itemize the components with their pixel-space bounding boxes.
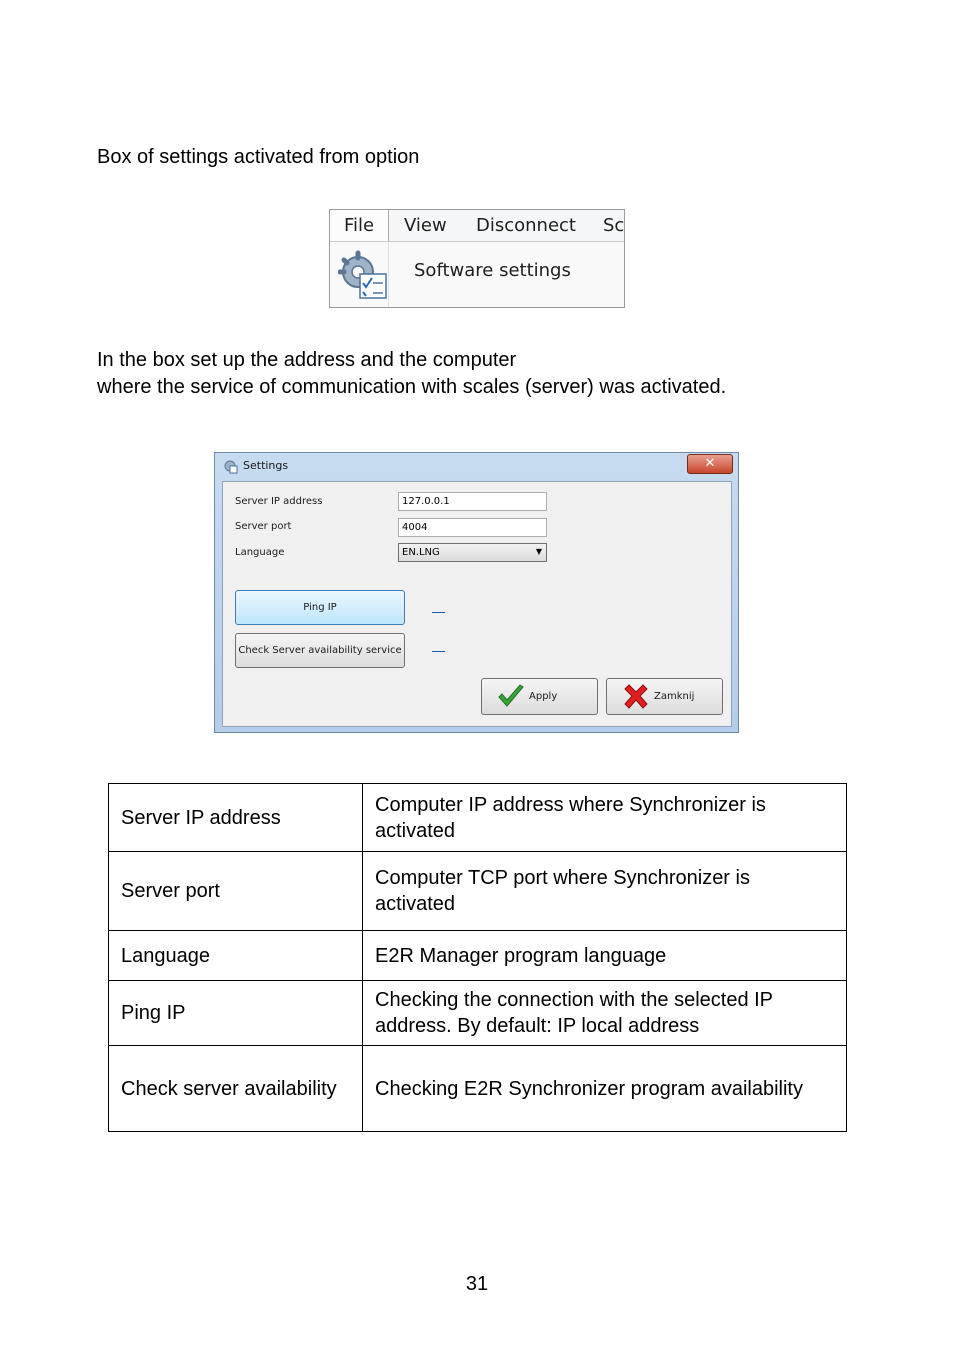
language-select[interactable] — [398, 543, 547, 562]
table-row — [109, 784, 847, 852]
settings-description-table — [108, 783, 847, 1132]
apply-label: Apply — [529, 691, 558, 702]
ping-status-indicator — [432, 612, 445, 613]
settings-dialog — [214, 452, 739, 733]
menu-file[interactable]: File — [330, 210, 389, 241]
table-term: Server IP address — [109, 784, 363, 852]
settings-title-icon — [224, 460, 238, 474]
table-desc: Computer TCP port where Synchronizer is activated — [363, 852, 847, 931]
table-row — [109, 852, 847, 931]
page-number: 31 — [465, 1273, 489, 1295]
apply-button[interactable] — [481, 678, 598, 715]
checkmark-icon — [496, 682, 526, 712]
explanation-line-1: In the box set up the address and the computer — [97, 349, 517, 371]
server-ip-label: Server IP address — [235, 496, 323, 507]
dialog-title: Settings — [243, 459, 289, 472]
menu-bar — [330, 210, 624, 241]
table-desc: Computer IP address where Synchronizer is activated — [363, 784, 847, 852]
table-row — [109, 1046, 847, 1132]
menu-view[interactable]: View — [404, 215, 447, 236]
menu-screenshot — [329, 209, 625, 308]
table-desc: Checking the connection with the selected IP address. By default: IP local address — [363, 981, 847, 1046]
check-status-indicator — [432, 651, 445, 652]
table-term: Server port — [109, 852, 363, 931]
table-desc: E2R Manager program language — [363, 931, 847, 981]
menu-sc[interactable]: Sc — [603, 215, 625, 236]
intro-text: Box of settings activated from option — [97, 146, 420, 168]
settings-gear-icon — [338, 250, 390, 302]
check-server-button[interactable]: Check Server availability service — [235, 633, 405, 668]
software-settings-item[interactable]: Software settings — [414, 260, 571, 281]
menu-disconnect[interactable]: Disconnect — [476, 215, 576, 236]
chevron-down-icon: ▼ — [535, 547, 542, 556]
language-select-value: EN.LNG — [402, 547, 440, 558]
table-term: Ping IP — [109, 981, 363, 1046]
table-term: Language — [109, 931, 363, 981]
table-row — [109, 931, 847, 981]
red-x-icon — [621, 682, 651, 712]
zamknij-label: Zamknij — [654, 691, 695, 702]
server-ip-input[interactable]: 127.0.0.1 — [398, 492, 547, 511]
dialog-client-area — [222, 481, 732, 727]
table-term: Check server availability — [109, 1046, 363, 1132]
zamknij-button[interactable] — [606, 678, 723, 715]
table-desc: Checking E2R Synchronizer program availability — [363, 1046, 847, 1132]
explanation-line-2: where the service of communication with scales (server) was activated. — [97, 376, 727, 398]
dialog-close-button[interactable]: ✕ — [687, 454, 733, 474]
ping-ip-button[interactable]: Ping IP — [235, 590, 405, 625]
file-dropdown — [330, 241, 624, 308]
explanation-text — [97, 347, 726, 401]
server-port-label: Server port — [235, 521, 292, 532]
table-row — [109, 981, 847, 1046]
server-port-input[interactable]: 4004 — [398, 518, 547, 537]
language-label: Language — [235, 547, 285, 558]
